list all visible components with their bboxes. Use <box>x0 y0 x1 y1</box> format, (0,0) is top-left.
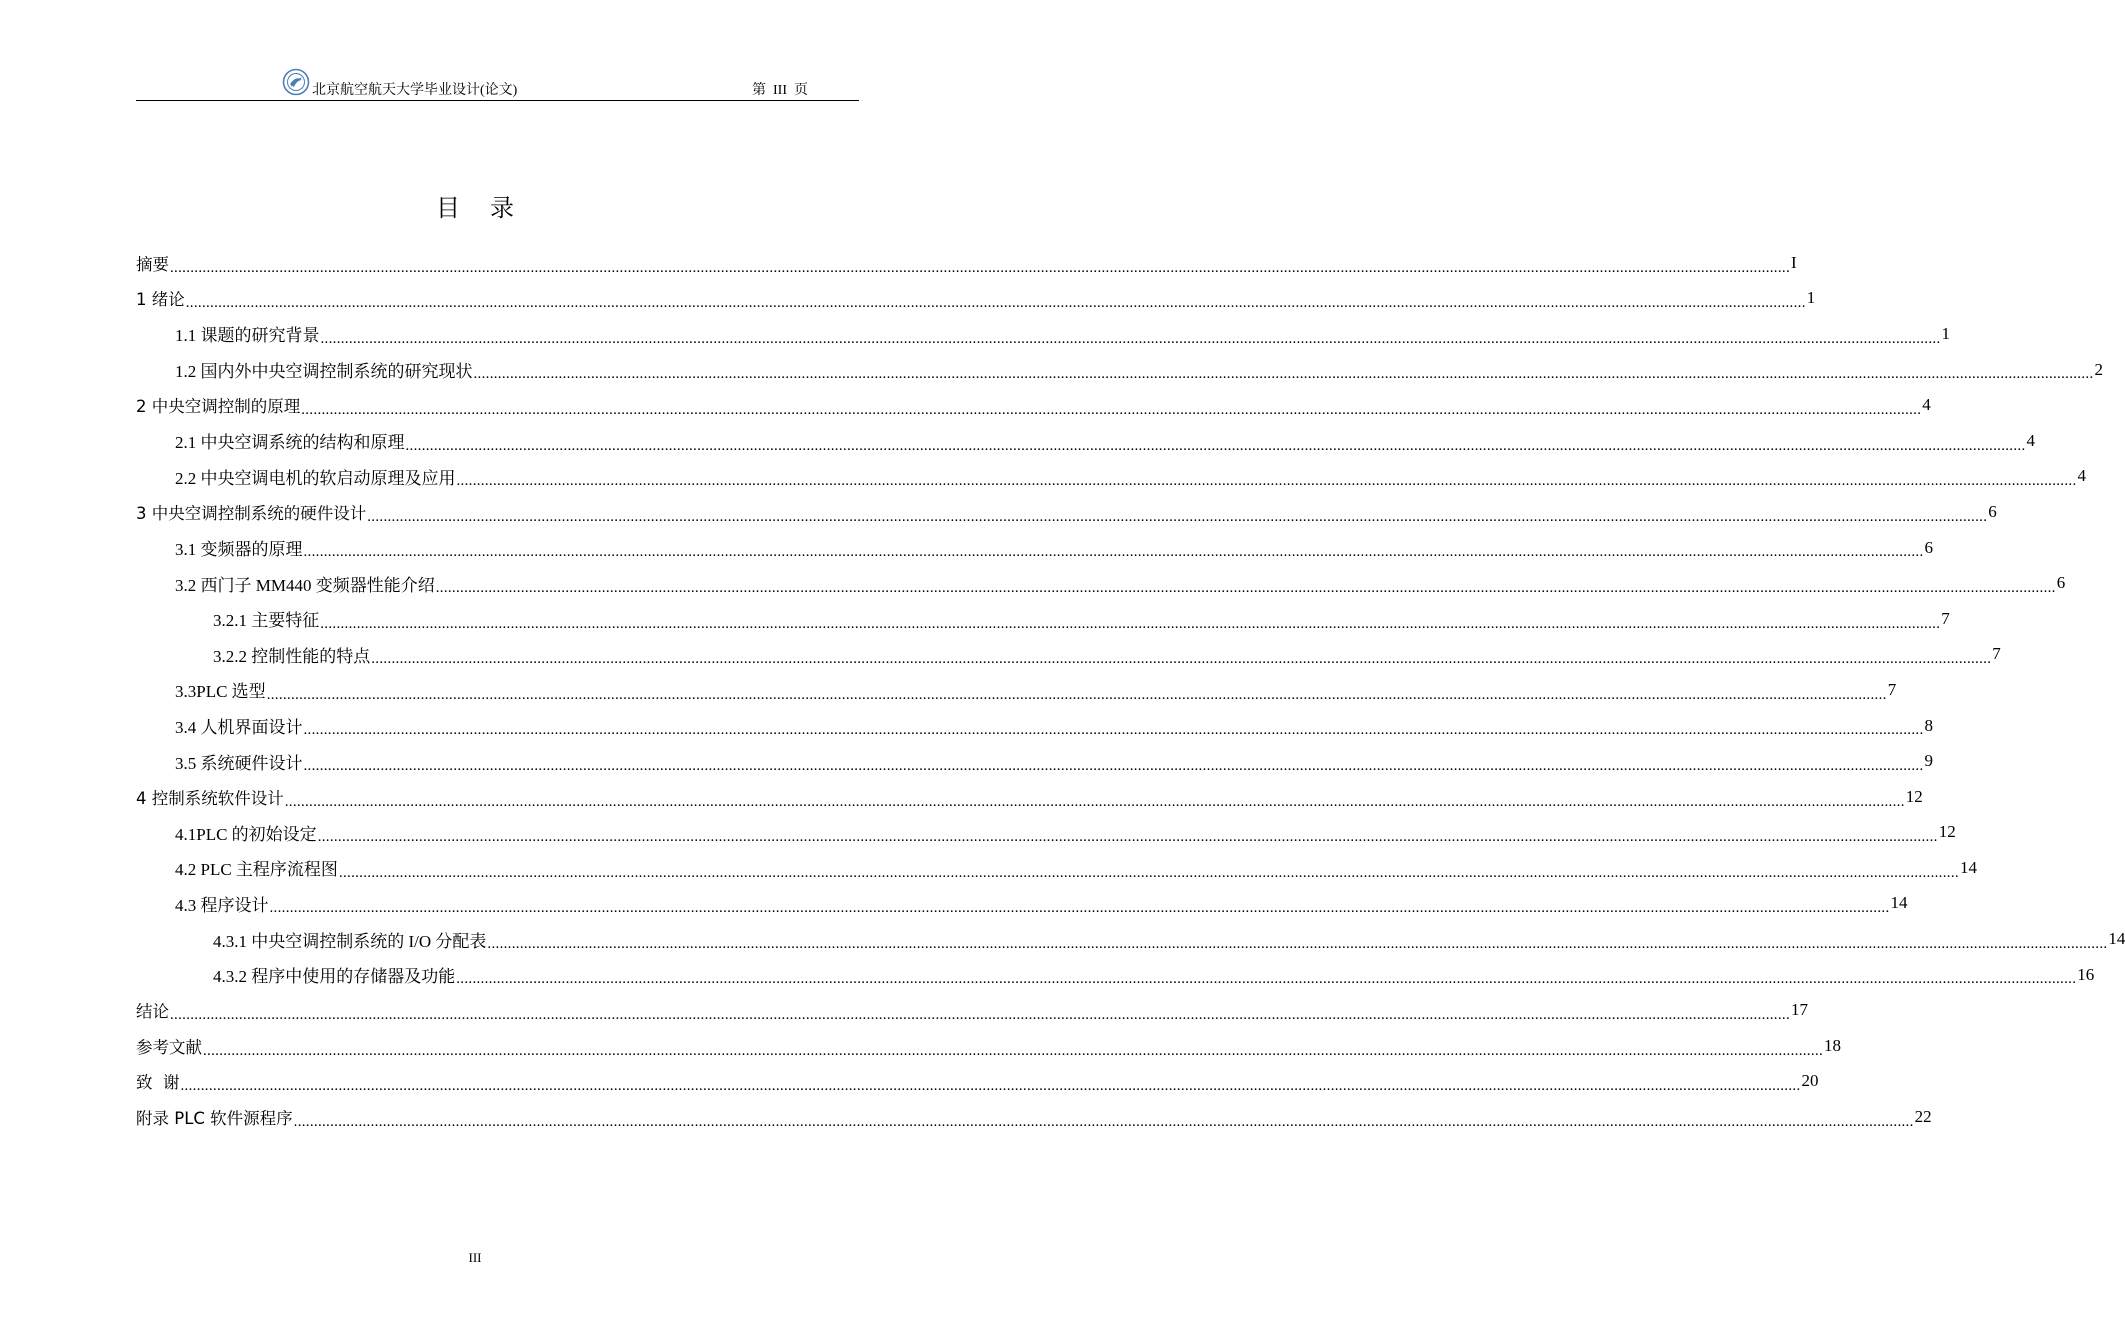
toc-dot-leader: ................................................................................................................................................................................................................................................................................................................................................................................................................ <box>338 864 1959 881</box>
toc-entry-label: 摘要 <box>136 254 169 274</box>
header-divider <box>136 100 859 101</box>
toc-entry-page-number: 12 <box>1938 822 1956 842</box>
page-header <box>136 66 859 102</box>
university-seal-icon <box>282 68 310 96</box>
toc-dot-leader: ................................................................................................................................................................................................................................................................................................................................................................................................................ <box>435 579 2056 596</box>
toc-entry-page-number: 4 <box>2026 430 2035 450</box>
toc-entry[interactable] <box>136 459 2086 495</box>
toc-entry-page-number: 14 <box>1959 857 1977 877</box>
toc-entry-page-number: 18 <box>1824 1035 1841 1055</box>
toc-title-char-2: 录 <box>490 194 514 222</box>
toc-entry-label: 3.1 变频器的原理 <box>175 540 303 560</box>
toc-dot-leader: ................................................................................................................................................................................................................................................................................................................................................................................................................ <box>293 1113 1914 1130</box>
table-of-contents <box>136 245 2125 1135</box>
toc-dot-leader: ................................................................................................................................................................................................................................................................................................................................................................................................................ <box>303 757 1924 774</box>
toc-entry-page-number: 14 <box>2108 929 2125 949</box>
toc-entry[interactable] <box>136 530 1933 566</box>
toc-entry-label: 致 谢 <box>136 1073 180 1093</box>
toc-entry[interactable] <box>136 708 1933 744</box>
toc-entry-page-number: 6 <box>2056 573 2066 593</box>
toc-entry-label: 3 中央空调控制系统的硬件设计 <box>136 503 367 523</box>
toc-dot-leader: ................................................................................................................................................................................................................................................................................................................................................................................................................ <box>303 722 1924 739</box>
toc-entry[interactable] <box>136 992 1808 1028</box>
toc-entry-label: 4 控制系统软件设计 <box>136 788 284 808</box>
toc-entry-page-number: 1 <box>1806 288 1816 308</box>
toc-entry-label: 2 中央空调控制的原理 <box>136 397 301 417</box>
toc-entry-label: 4.2 PLC 主程序流程图 <box>175 860 338 880</box>
toc-entry[interactable] <box>136 352 2103 388</box>
toc-dot-leader: ................................................................................................................................................................................................................................................................................................................................................................................................................ <box>301 401 1922 418</box>
toc-dot-leader: ................................................................................................................................................................................................................................................................................................................................................................................................................ <box>317 829 1938 846</box>
toc-entry-page-number: 9 <box>1924 751 1933 771</box>
toc-entry-page-number: 22 <box>1914 1107 1932 1127</box>
toc-entry-page-number: 7 <box>1992 644 2001 664</box>
toc-entry[interactable] <box>136 1099 1932 1135</box>
toc-dot-leader: ................................................................................................................................................................................................................................................................................................................................................................................................................ <box>405 437 2026 454</box>
toc-entry[interactable] <box>136 779 1923 815</box>
toc-entry[interactable] <box>136 387 1931 423</box>
toc-entry-label: 3.3PLC 选型 <box>175 682 266 702</box>
toc-dot-leader: ................................................................................................................................................................................................................................................................................................................................................................................................................ <box>284 793 1905 810</box>
toc-entry-page-number: 12 <box>1905 786 1923 806</box>
toc-entry-label: 4.3 程序设计 <box>175 895 269 915</box>
toc-title-char-1: 目 <box>436 194 460 222</box>
toc-entry-page-number: I <box>1791 252 1797 272</box>
toc-dot-leader: ................................................................................................................................................................................................................................................................................................................................................................................................................ <box>266 686 1887 703</box>
toc-entry-label: 附录 PLC 软件源程序 <box>136 1109 293 1129</box>
toc-dot-leader: ................................................................................................................................................................................................................................................................................................................................................................................................................ <box>185 295 1806 312</box>
toc-entry[interactable] <box>136 281 1816 317</box>
toc-entry-page-number: 8 <box>1924 715 1933 735</box>
toc-dot-leader: ................................................................................................................................................................................................................................................................................................................................................................................................................ <box>170 259 1790 276</box>
toc-entry[interactable] <box>136 886 1908 922</box>
toc-entry-page-number: 4 <box>1922 395 1931 415</box>
toc-entry[interactable] <box>136 637 2001 673</box>
toc-entry-label: 3.2 西门子 MM440 变频器性能介绍 <box>175 575 435 595</box>
toc-dot-leader: ................................................................................................................................................................................................................................................................................................................................................................................................................ <box>456 473 2077 490</box>
toc-entry[interactable] <box>136 316 1950 352</box>
header-page-label: 第 III 页 <box>752 83 808 98</box>
toc-entry-page-number: 7 <box>1941 608 1950 628</box>
toc-entry[interactable] <box>136 850 1977 886</box>
toc-entry-label: 1.2 国内外中央空调控制系统的研究现状 <box>175 362 473 382</box>
toc-entry-label: 4.3.1 中央空调控制系统的 I/O 分配表 <box>213 931 487 951</box>
toc-entry[interactable] <box>136 565 2066 601</box>
toc-entry-label: 1 绪论 <box>136 290 185 310</box>
toc-entry-page-number: 6 <box>1924 537 1933 557</box>
toc-entry-label: 2.1 中央空调系统的结构和原理 <box>175 433 405 453</box>
toc-entry[interactable] <box>136 601 1950 637</box>
toc-entry[interactable] <box>136 672 1897 708</box>
toc-entry-label: 结论 <box>136 1002 169 1022</box>
toc-entry-label: 2.2 中央空调电机的软启动原理及应用 <box>175 468 456 488</box>
toc-entry-label: 1.1 课题的研究背景 <box>175 326 320 346</box>
toc-entry-label: 4.1PLC 的初始设定 <box>175 824 317 844</box>
header-title: 北京航空航天大学毕业设计(论文) <box>312 83 518 98</box>
toc-entry[interactable] <box>136 1064 1819 1100</box>
toc-dot-leader: ................................................................................................................................................................................................................................................................................................................................................................................................................ <box>456 971 2077 988</box>
toc-entry[interactable] <box>136 423 2035 459</box>
toc-dot-leader: ................................................................................................................................................................................................................................................................................................................................................................................................................ <box>487 935 2108 952</box>
toc-dot-leader: ................................................................................................................................................................................................................................................................................................................................................................................................................ <box>203 1042 1823 1059</box>
toc-dot-leader: ................................................................................................................................................................................................................................................................................................................................................................................................................ <box>170 1007 1790 1024</box>
toc-entry-label: 3.5 系统硬件设计 <box>175 753 303 773</box>
toc-dot-leader: ................................................................................................................................................................................................................................................................................................................................................................................................................ <box>320 615 1941 632</box>
toc-entry-page-number: 17 <box>1791 1000 1808 1020</box>
toc-dot-leader: ................................................................................................................................................................................................................................................................................................................................................................................................................ <box>180 1078 1801 1095</box>
toc-entry-page-number: 16 <box>2077 964 2095 984</box>
toc-entry[interactable] <box>136 957 2095 993</box>
toc-entry-label: 3.4 人机界面设计 <box>175 718 303 738</box>
toc-dot-leader: ................................................................................................................................................................................................................................................................................................................................................................................................................ <box>269 900 1890 917</box>
toc-dot-leader: ................................................................................................................................................................................................................................................................................................................................................................................................................ <box>320 330 1941 347</box>
toc-entry-page-number: 6 <box>1988 501 1997 521</box>
toc-entry[interactable] <box>136 1028 1841 1064</box>
toc-entry-label: 4.3.2 程序中使用的存储器及功能 <box>213 967 456 987</box>
toc-entry[interactable] <box>136 815 1956 851</box>
toc-dot-leader: ................................................................................................................................................................................................................................................................................................................................................................................................................ <box>303 544 1924 561</box>
toc-entry[interactable] <box>136 743 1933 779</box>
toc-dot-leader: ................................................................................................................................................................................................................................................................................................................................................................................................................ <box>473 366 2094 383</box>
toc-entry[interactable] <box>136 245 1797 281</box>
toc-entry[interactable] <box>136 494 1997 530</box>
toc-entry-label: 参考文献 <box>136 1037 202 1057</box>
toc-dot-leader: ................................................................................................................................................................................................................................................................................................................................................................................................................ <box>367 508 1988 525</box>
toc-entry-page-number: 4 <box>2077 466 2086 486</box>
toc-entry-page-number: 2 <box>2094 359 2103 379</box>
toc-entry-label: 3.2.2 控制性能的特点 <box>213 646 371 666</box>
toc-entry[interactable] <box>136 921 2125 957</box>
footer-page-number: III <box>468 1250 482 1265</box>
toc-entry-page-number: 14 <box>1890 893 1908 913</box>
toc-entry-page-number: 7 <box>1887 679 1897 699</box>
toc-entry-label: 3.2.1 主要特征 <box>213 611 320 631</box>
toc-dot-leader: ................................................................................................................................................................................................................................................................................................................................................................................................................ <box>371 651 1992 668</box>
toc-entry-page-number: 1 <box>1941 323 1950 343</box>
toc-title <box>0 192 950 224</box>
toc-entry-page-number: 20 <box>1801 1071 1819 1091</box>
